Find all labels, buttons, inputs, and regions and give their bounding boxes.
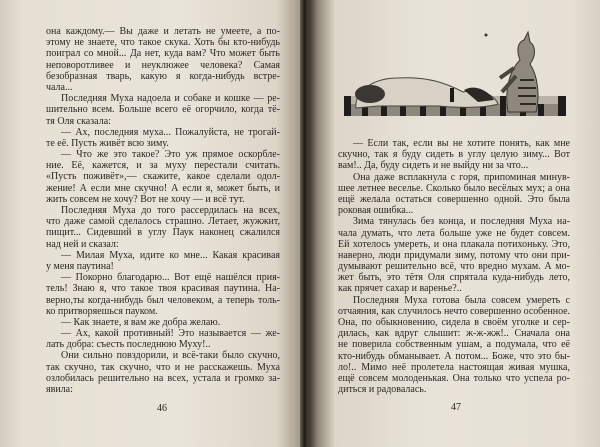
paragraph: [46, 127, 280, 149]
text-line: неповоротливее и неуклюжее человека? Самая: [46, 59, 280, 71]
dog-and-cat-illustration: [338, 20, 578, 125]
text-line: поиграл со мной... Да нет, куда вам? Что может быть: [46, 48, 280, 60]
text-line: этому не знаете, что такое скука. Хоть бы кто-нибудь: [46, 37, 280, 49]
left-page-text: [46, 26, 280, 395]
text-line: верно,ты когда-нибудь был человеком, а теперь толь-: [46, 294, 280, 306]
text-line: Последняя Муха до того рассердилась на всех,: [61, 205, 280, 216]
text-line: — Ах, последняя муха... Пожалуйста, не трогай-: [61, 126, 280, 138]
right-page-text: [338, 138, 570, 395]
text-line: диться и радовалась.: [338, 384, 427, 396]
text-line: озлобилась решительно на всех, устала и громко за-: [46, 372, 280, 384]
text-line: как прячет сахар и варенье?..: [338, 283, 462, 295]
text-line: пищит... Сидевший в углу Паук наконец сжалился: [46, 227, 280, 239]
paragraph: [338, 138, 570, 172]
text-line: Последняя Муха надоела и собаке и кошке — ре-: [61, 93, 280, 105]
paragraph: [338, 172, 570, 217]
text-line: Она даже всплакнула с горя, припоминая минув-: [353, 171, 570, 183]
text-line: Они сильно повздорили, и всё-таки было скучно,: [61, 350, 280, 362]
text-line: роковая ошибка...: [338, 205, 414, 217]
text-line: Зима тянулась без конца, и последняя Муха на-: [353, 216, 570, 228]
text-line: чала...: [46, 81, 73, 93]
text-line: не поверила собственным ушам, а подумала, что её: [338, 339, 570, 351]
text-line: ещё совсем молоденькая. Она только что успела ро-: [338, 372, 570, 384]
text-line: Она, по обыкновению, сидела в своём уголке и сер-: [338, 317, 570, 328]
text-line: вам!.. Да, буду сидеть и не выйду ни за что...: [338, 160, 529, 172]
paragraph: [46, 328, 280, 350]
paragraph: [46, 26, 280, 93]
text-line: — Покорно благодарю... Вот ещё нашёлся прия-: [61, 272, 280, 284]
paragraph: [46, 350, 280, 395]
text-line: тель! Знаю я, что такое твоя красивая паутина. На-: [46, 283, 280, 295]
paragraph: [46, 205, 280, 250]
paragraph: [338, 295, 570, 396]
text-line: ние. Её, кажется, и за муху перестали считать.: [46, 160, 280, 172]
text-line: ещё желала остаться совершенно одной. Это была: [338, 193, 570, 205]
paragraph: [46, 250, 280, 272]
text-line: скучно, так я буду сидеть в углу целую зиму... Вот: [338, 149, 570, 161]
text-line: — Ах, какой противный! Это называется — же-: [61, 328, 280, 340]
text-line: чала думать, что лета больше уже не будет совсем.: [338, 227, 570, 239]
text-line: — Что же это такое? Это уж прямое оскорбле-: [61, 149, 280, 161]
text-line: шительно всем. Больше всего её огорчило, когда тё-: [46, 104, 280, 116]
paragraph: [338, 216, 570, 294]
text-line: думывают решительно всё, что вредно мухам. А мо-: [338, 261, 570, 273]
text-line: ко притворяешься пауком.: [46, 305, 158, 317]
text-line: жение! А если мне скучно! А если я, может быть, и: [46, 182, 280, 194]
text-line: шее летнее веселье. Сколько было весёлых мух; а она: [338, 182, 570, 194]
text-line: Последняя Муха готова была совсем умереть с: [353, 294, 570, 306]
text-line: отчаяния, как случилось нечто совершенно особенное.: [338, 305, 570, 317]
text-line: лать добра: съесть последнюю Муху!..: [46, 339, 211, 351]
text-line: «Пусть поживёт»,— скажите, какое сделали одол-: [46, 171, 280, 183]
text-line: — Если так, если вы не хотите понять, как мне: [353, 138, 570, 149]
page-number: 46: [157, 403, 167, 414]
page-number: 47: [451, 402, 461, 413]
text-line: над ней и сказал:: [46, 238, 119, 250]
paragraph: [46, 93, 280, 127]
text-line: она каждому.— Вы даже и летать не умеете, а по-: [46, 26, 280, 37]
paragraph: [46, 272, 280, 317]
text-line: дилась, как вдруг слышит: ж-ж-жж!.. Сначала она: [338, 328, 570, 340]
text-line: тя Оля сказала:: [46, 115, 111, 127]
text-line: Ей хотелось умереть, и она плакала потихоньку. Это,: [338, 238, 570, 250]
paragraph: [46, 149, 280, 205]
text-line: наверно, люди придумали зиму, потому что они при-: [338, 249, 570, 261]
dog-illustration: [355, 78, 498, 108]
text-line: что даже самой сделалось страшно. Летает, жужжит,: [46, 216, 280, 228]
fly-illustration: [485, 34, 488, 37]
text-line: явила:: [46, 384, 73, 395]
book-spine: [300, 0, 309, 447]
text-line: — Милая Муха, идите ко мне... Какая красивая: [61, 249, 280, 261]
paragraph: [46, 317, 280, 328]
text-line: безобразная тварь, какую я когда-нибудь встре-: [46, 70, 280, 82]
text-line: ло!.. Мимо неё пролетела настоящая живая мушка,: [338, 361, 570, 373]
text-line: так скучно, так скучно, что и не расскажешь. Муха: [46, 361, 280, 373]
text-line: жет быть, это тётя Оля спрятала куда-нибудь лето,: [338, 272, 570, 284]
text-line: кто-нибудь обманывает. А потом... Боже, что это бы-: [338, 350, 570, 362]
text-line: у меня паутина!: [46, 260, 114, 272]
text-line: жить совсем не хочу? Вот не хочу — и всё тут.: [46, 193, 245, 205]
text-line: те её. Пусть живёт всю зиму.: [46, 137, 169, 149]
right-page: [309, 0, 600, 447]
text-line: — Как знаете, я вам же добра желаю.: [61, 316, 221, 328]
